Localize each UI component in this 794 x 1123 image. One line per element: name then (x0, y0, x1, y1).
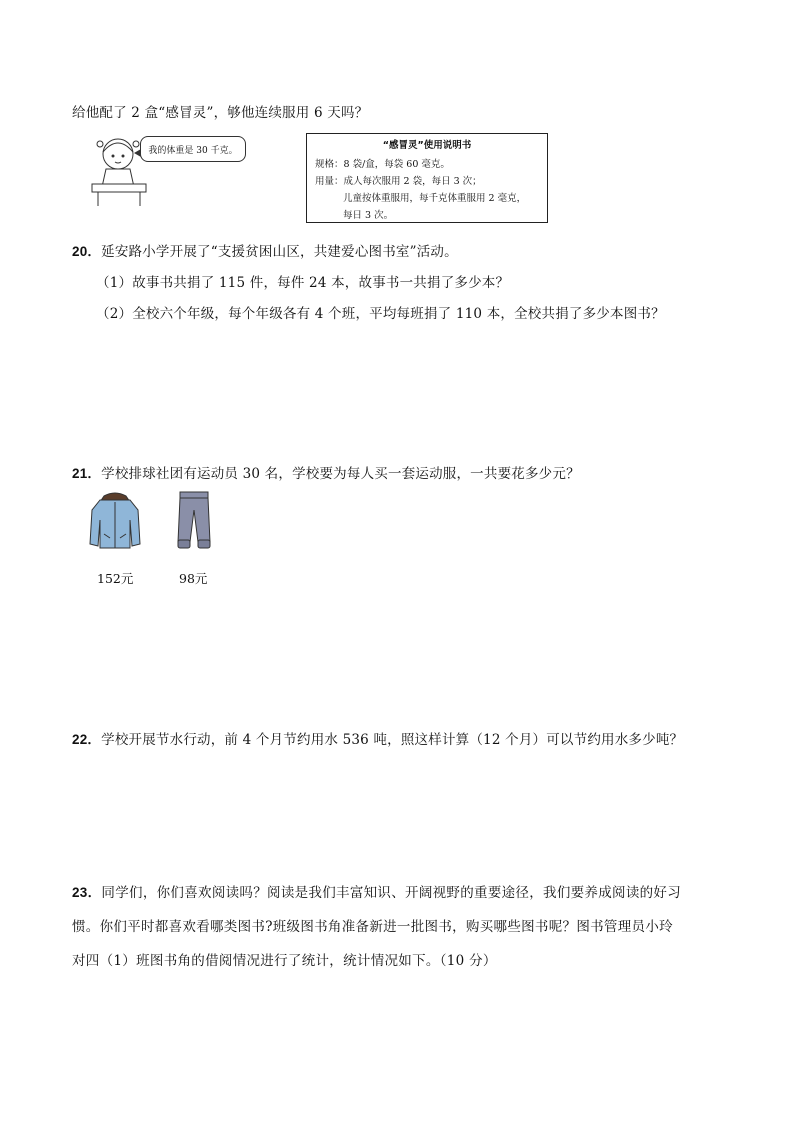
question-22 (72, 728, 683, 748)
question-text: 延安路小学开展了“支援贫困山区，共建爱心图书室”活动。 (101, 244, 458, 260)
speech-bubble (140, 136, 246, 162)
instructions-line: 儿童按体重服用，每千克体重服用 2 毫克， (343, 193, 527, 204)
question-20 (72, 240, 458, 260)
question-number: 22． (72, 732, 102, 747)
question-number: 20． (72, 244, 102, 259)
instructions-line: 每日 3 次。 (343, 210, 394, 221)
question-21 (72, 462, 580, 482)
instructions-line: 规格：8 袋/盒，每袋 60 毫克。 (315, 159, 450, 170)
question-text: 惯。你们平时都喜欢看哪类图书?班级图书角准备新进一批图书，购买哪些图书呢？图书管理员小玲 (72, 919, 673, 935)
jacket-image (88, 490, 142, 552)
question-number: 23． (72, 885, 102, 900)
medicine-instructions-box (306, 133, 548, 223)
question-20-part-1: （1）故事书共捐了 115 件，每件 24 本，故事书一共捐了多少本？ (96, 275, 510, 291)
question-text: 对四（1）班图书角的借阅情况进行了统计，统计情况如下。（10 分） (72, 953, 497, 969)
speech-text: 我的体重是 30 千克。 (148, 145, 238, 156)
jacket-price: 152元 (97, 571, 134, 586)
question-text: 学校排球社团有运动员 30 名，学校要为每人买一套运动服，一共要花多少元？ (101, 466, 580, 482)
pants-image (174, 490, 214, 552)
question-text: 同学们，你们喜欢阅读吗？阅读是我们丰富知识、开阔视野的重要途径，我们要养成阅读的好习 (101, 885, 682, 901)
question-23 (72, 876, 722, 978)
question-text: 学校开展节水行动，前 4 个月节约用水 536 吨，照这样计算（12 个月）可以节约用水多少吨？ (101, 732, 684, 748)
instructions-title: “感冒灵”使用说明书 (382, 140, 472, 151)
instructions-line: 用量：成人每次服用 2 袋，每日 3 次； (315, 176, 482, 187)
question-19-tail: 给他配了 2 盒“感冒灵”，够他连续服用 6 天吗？ (72, 105, 369, 121)
question-20-part-2: （2）全校六个年级，每个年级各有 4 个班，平均每班捐了 110 本，全校共捐了多少本图书？ (96, 306, 665, 322)
question-number: 21． (72, 466, 102, 481)
pants-price: 98元 (179, 571, 208, 586)
